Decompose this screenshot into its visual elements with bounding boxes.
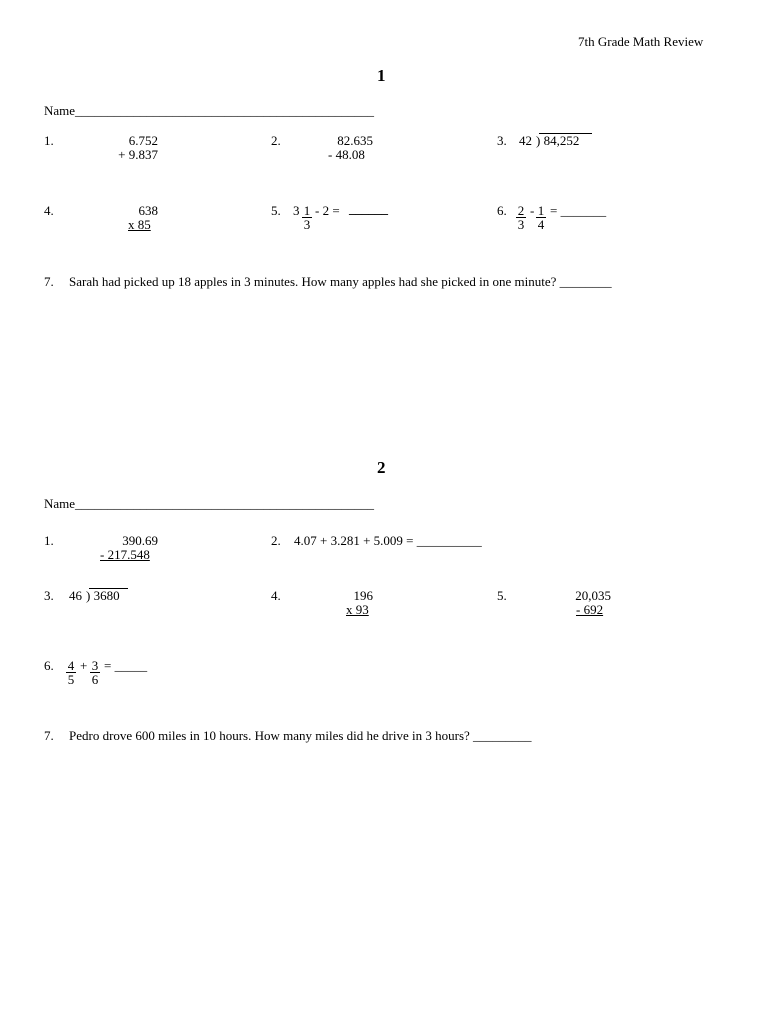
problem-4-number: 4. (271, 588, 281, 603)
fraction-denominator: 6 (91, 672, 99, 687)
name-label: Name (44, 496, 76, 511)
problem-6-rest: = _____ (104, 658, 148, 673)
name-label: Name (44, 103, 76, 118)
problem-5-number: 5. (497, 588, 507, 603)
problem-6-fraction-b (90, 660, 100, 686)
problem-4-line1: 196 (353, 588, 373, 603)
problem-5-fraction (302, 205, 312, 231)
problem-5-blank[interactable]: ______ (349, 201, 388, 216)
problem-6-number: 6. (44, 658, 54, 673)
problem-1-line2: - 217.548 (100, 547, 150, 562)
fraction-numerator: 1 (537, 203, 545, 218)
problem-7-text: Sarah had picked up 18 apples in 3 minutes. How many apples had she picked in one minute? ________ (69, 274, 612, 289)
problem-4-line1: 638 (138, 203, 158, 218)
section-2-title: 2 (377, 458, 386, 477)
name-line: ______________________________________________ (75, 103, 375, 118)
fraction-denominator: 4 (537, 217, 545, 232)
problem-4-line2: x 93 (346, 602, 369, 617)
problem-3-divisor: 42 (519, 133, 532, 148)
fraction-numerator: 3 (91, 658, 99, 673)
problem-1-line2: + 9.837 (118, 147, 158, 162)
problem-1-number: 1. (44, 133, 54, 148)
problem-2-line1: 82.635 (337, 133, 373, 148)
problem-6-rest: = _______ (550, 203, 607, 218)
problem-4-number: 4. (44, 203, 54, 218)
problem-2-text: 4.07 + 3.281 + 5.009 = __________ (294, 533, 482, 548)
fraction-denominator: 3 (517, 217, 525, 232)
problem-1-line1: 390.69 (122, 533, 158, 548)
problem-6-operator: - (530, 203, 535, 218)
long-division-bar (89, 588, 128, 589)
problem-5-rest: - 2 = (315, 203, 340, 218)
problem-7-number: 7. (44, 274, 54, 289)
problem-3-number: 3. (44, 588, 54, 603)
problem-3-dividend: ) 3680 (86, 588, 120, 603)
long-division-bar (539, 133, 592, 134)
page-header: 7th Grade Math Review (578, 34, 704, 49)
problem-6-fraction-a (66, 660, 76, 686)
problem-3-number: 3. (497, 133, 507, 148)
problem-3-dividend: ) 84,252 (536, 133, 580, 148)
problem-3-divisor: 46 (69, 588, 82, 603)
problem-1-line1: 6.752 (128, 133, 158, 148)
fraction-denominator: 3 (303, 217, 311, 232)
problem-7-text: Pedro drove 600 miles in 10 hours. How many miles did he drive in 3 hours? _________ (69, 728, 532, 743)
problem-4-line2: x 85 (128, 217, 151, 232)
problem-5-line1: 20,035 (575, 588, 611, 603)
problem-5-line2: - 692 (576, 602, 604, 617)
problem-2-number: 2. (271, 133, 281, 148)
problem-2-number: 2. (271, 533, 281, 548)
fraction-denominator: 5 (67, 672, 75, 687)
problem-6-operator: + (80, 658, 88, 673)
problem-7-number: 7. (44, 728, 54, 743)
problem-5-whole: 3 (293, 203, 300, 218)
name-field-2[interactable] (44, 497, 374, 511)
problem-5-number: 5. (271, 203, 281, 218)
problem-6-number: 6. (497, 203, 507, 218)
fraction-numerator: 1 (303, 203, 311, 218)
problem-2-line2: - 48.08 (328, 147, 365, 162)
name-line: ______________________________________________ (75, 496, 375, 511)
fraction-numerator: 2 (517, 203, 525, 218)
problem-6-fraction-a (516, 205, 526, 231)
section-1-title: 1 (377, 66, 386, 85)
name-field-1[interactable] (44, 104, 374, 118)
fraction-numerator: 4 (67, 658, 75, 673)
problem-6-fraction-b (536, 205, 546, 231)
problem-1-number: 1. (44, 533, 54, 548)
